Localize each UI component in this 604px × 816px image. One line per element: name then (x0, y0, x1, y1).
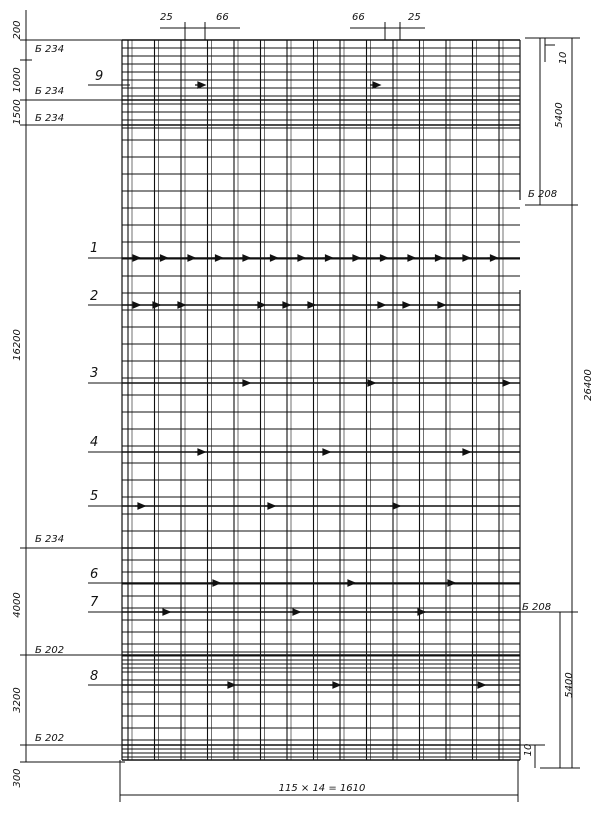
rod-number: 1 (90, 241, 99, 256)
top-dim: 25 (160, 12, 173, 23)
right-dim-bottom-span: 5400 (564, 672, 575, 698)
section-label: Б 234 (35, 534, 65, 545)
rod-arrow (330, 682, 340, 688)
rod-arrow (460, 449, 470, 455)
rod-arrow (390, 503, 400, 509)
right-dim-bottom-small: 10 (523, 743, 534, 757)
rod-arrow (265, 503, 275, 509)
rod-arrow (320, 449, 330, 455)
rod-arrow (280, 302, 290, 308)
rod-number: 5 (90, 489, 99, 504)
rod-arrow (378, 255, 388, 261)
section-label: Б 202 (35, 645, 65, 656)
rod-number: 2 (90, 289, 99, 304)
top-dim: 66 (352, 12, 365, 23)
reinforcement-mesh (122, 40, 520, 760)
left-dim-3200: 3200 (12, 687, 23, 713)
bottom-dimension: 115 × 14 = 1610 (278, 783, 366, 794)
rod-arrow (130, 302, 140, 308)
rod-arrow (255, 302, 265, 308)
rod-arrow (158, 255, 168, 261)
rod-arrow (195, 82, 205, 88)
left-dim-1000: 1000 (12, 67, 23, 93)
rod-number: 7 (90, 595, 99, 610)
rod-arrow (290, 609, 300, 615)
rod-number: 3 (90, 366, 99, 381)
rod-arrow (195, 449, 205, 455)
rod-arrow (213, 255, 223, 261)
rod-arrow (488, 255, 498, 261)
section-label: Б 208 (528, 189, 558, 200)
rod-arrow (350, 255, 360, 261)
left-dim-1500: 1500 (12, 99, 23, 125)
left-dim-200: 200 (12, 20, 23, 40)
rod-number: 9 (95, 69, 104, 84)
right-dim-top-small: 10 (558, 51, 569, 65)
rod-number: 6 (90, 567, 99, 582)
left-dim-4000: 4000 (12, 592, 23, 618)
rod-arrow (240, 380, 250, 386)
left-dim-16200: 16200 (12, 329, 23, 361)
rod-arrow (370, 82, 380, 88)
right-dim-total: 26400 (583, 369, 594, 401)
rod-arrow (345, 580, 355, 586)
rod-arrow (240, 255, 250, 261)
right-dim-top-span: 5400 (554, 102, 565, 128)
section-label: Б 234 (35, 44, 65, 55)
rod-arrow (130, 255, 140, 261)
rod-arrow (268, 255, 278, 261)
left-dim-300: 300 (12, 768, 23, 788)
rod-arrow (400, 302, 410, 308)
rod-arrow (323, 255, 333, 261)
rod-number: 4 (90, 435, 99, 450)
rod-arrow (375, 302, 385, 308)
rod-arrow (460, 255, 470, 261)
rod-arrow (433, 255, 443, 261)
dimension-lines (20, 10, 580, 802)
section-label: Б 234 (35, 86, 65, 97)
rod-arrow (295, 255, 305, 261)
section-label: Б 234 (35, 113, 65, 124)
rod-arrows (130, 82, 510, 688)
rod-number: 8 (90, 669, 99, 684)
rod-arrow (500, 380, 510, 386)
rod-arrow (160, 609, 170, 615)
rod-arrow (185, 255, 195, 261)
rod-arrow (435, 302, 445, 308)
top-dim: 66 (216, 12, 229, 23)
section-label: Б 202 (35, 733, 65, 744)
rod-arrow (135, 503, 145, 509)
rod-arrow (175, 302, 185, 308)
rod-arrow (405, 255, 415, 261)
top-dim: 25 (408, 12, 421, 23)
section-label: Б 208 (522, 602, 552, 613)
